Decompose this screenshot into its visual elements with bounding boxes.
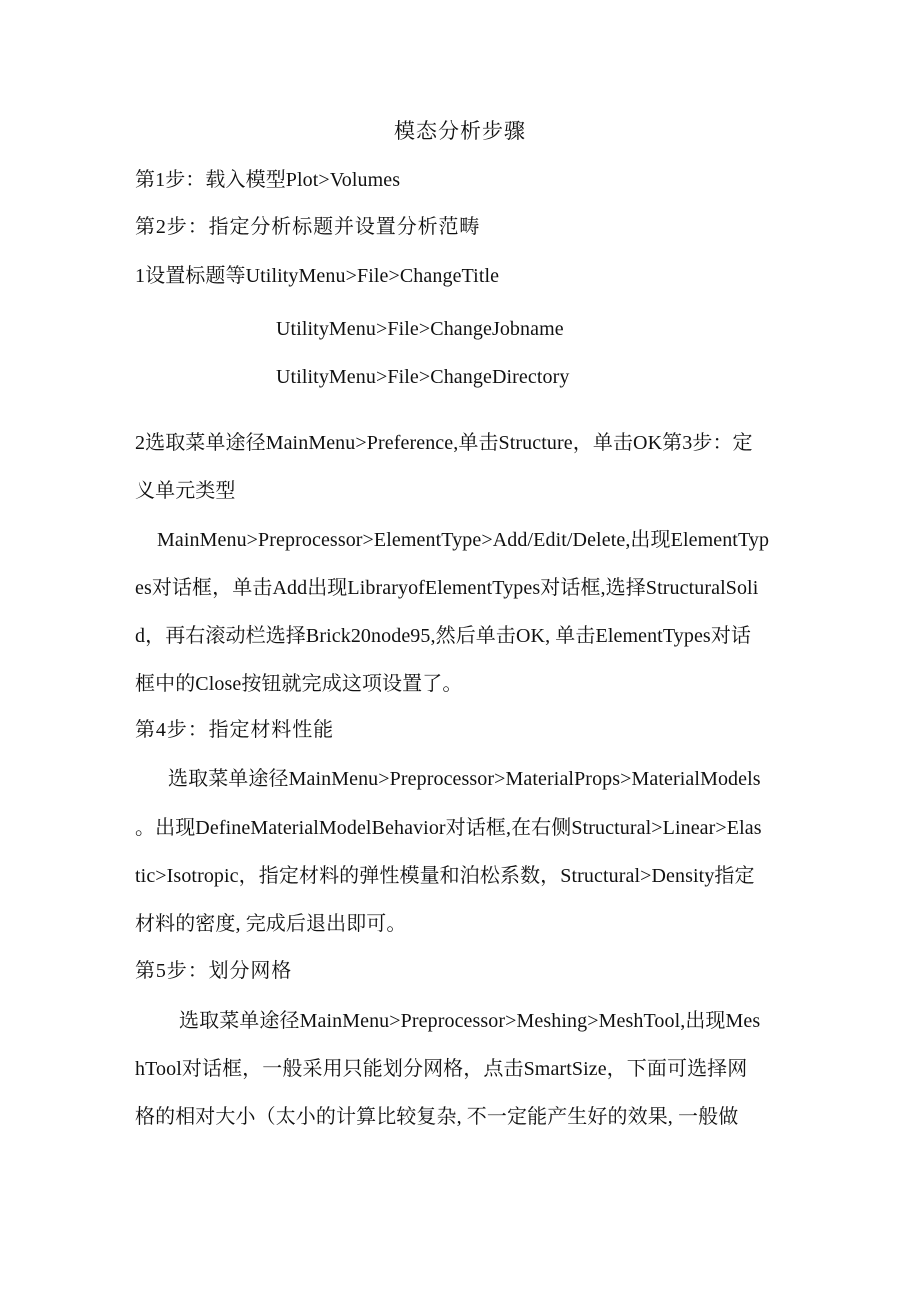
directory-path: UtilityMenu>File>ChangeDirectory: [276, 366, 570, 388]
step-4-body-line-1: 选取菜单途径MainMenu>Preprocessor>MaterialProps>MaterialModels: [168, 768, 761, 790]
step-5-body-line-2: hTool对话框，一般采用只能划分网格，点击SmartSize，下面可选择网: [135, 1058, 748, 1080]
step-3-body-line-1: MainMenu>Preprocessor>ElementType>Add/Edit/Delete,出现ElementTyp: [157, 529, 770, 551]
step-2-item-2: 2选取菜单途径MainMenu>Preference,单击Structure，单击OK第3步：定: [135, 432, 753, 454]
step-2-item-1: 1设置标题等UtilityMenu>File>ChangeTitle: [135, 265, 500, 287]
step-1-line: 第1步：载入模型Plot>Volumes: [135, 169, 401, 191]
step-5-heading: 第5步：划分网格: [135, 960, 293, 982]
step-3-body-line-4: 框中的Close按钮就完成这项设置了。: [135, 673, 463, 695]
step-5-body-line-1: 选取菜单途径MainMenu>Preprocessor>Meshing>MeshTool,出现Mes: [179, 1010, 761, 1032]
step-4-body-line-2: 。出现DefineMaterialModelBehavior对话框,在右侧Structural>Linear>Elas: [135, 817, 762, 839]
step-5-body-line-3: 格的相对大小（太小的计算比较复杂, 不一定能产生好的效果, 一般做: [135, 1106, 739, 1128]
step-4-heading: 第4步：指定材料性能: [135, 719, 334, 741]
step-4-body-line-3: tic>Isotropic，指定材料的弹性模量和泊松系数，Structural>Density指定: [135, 865, 755, 887]
step-2-heading: 第2步：指定分析标题并设置分析范畴: [135, 216, 481, 238]
step-3-heading-continuation: 义单元类型: [135, 480, 236, 502]
document-title: 模态分析步骤: [394, 119, 526, 143]
step-3-body-line-3: d，再右滚动栏选择Brick20node95,然后单击OK, 单击ElementTypes对话: [135, 625, 752, 647]
step-3-body-line-2: es对话框，单击Add出现LibraryofElementTypes对话框,选择StructuralSoli: [135, 577, 759, 599]
jobname-path: UtilityMenu>File>ChangeJobname: [276, 318, 564, 340]
step-4-body-line-4: 材料的密度, 完成后退出即可。: [135, 913, 407, 935]
